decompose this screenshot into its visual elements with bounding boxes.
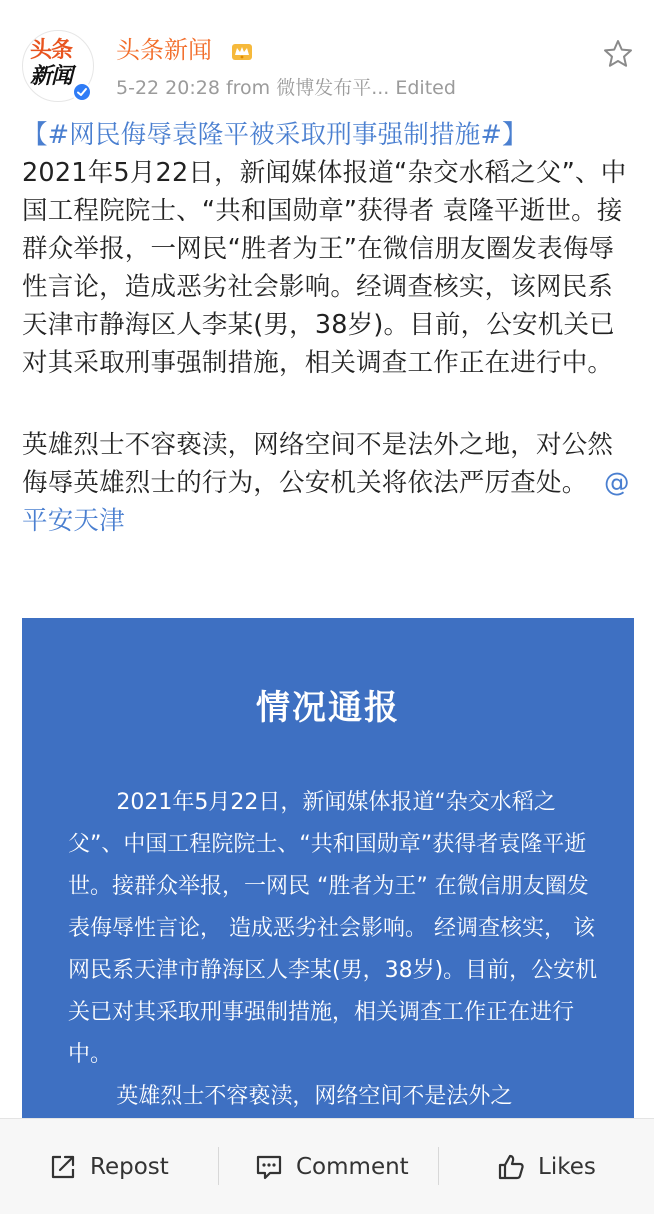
action-bar [0,1118,654,1214]
vip-crown-icon [230,40,254,62]
comment-label: Comment [296,1154,409,1180]
avatar-text-line2: 新闻 [30,64,73,89]
paragraph-gap [22,382,634,426]
repost-label: Repost [90,1154,169,1180]
repost-icon [48,1152,78,1182]
image-body [68,782,598,1118]
post-body [22,116,634,540]
comment-button[interactable] [254,1119,409,1214]
thumbs-up-icon [496,1152,526,1182]
comment-icon [254,1152,284,1182]
hashtag-link[interactable]: 【#网民侮辱袁隆平被采取刑事强制措施#】 [22,120,528,150]
image-title: 情况通报 [256,688,400,728]
likes-label: Likes [538,1154,596,1180]
post-meta: 5-22 20:28 from 微博发布平... Edited [116,77,456,99]
post-paragraph-2-text: 英雄烈士不容亵渎，网络空间不是法外之地，对公然侮辱英雄烈士的行为，公安机关将依法严厉查处。 [22,430,614,498]
star-icon[interactable] [602,38,634,70]
repost-button[interactable] [48,1119,169,1214]
image-paragraph-2: 英雄烈士不容亵渎，网络空间不是法外之 [116,1084,513,1109]
like-button[interactable] [496,1119,596,1214]
divider [438,1147,439,1185]
post-paragraph-2 [22,426,634,540]
divider [218,1147,219,1185]
image-paragraph-1: 2021年5月22日，新闻媒体报道“杂交水稻之父”、中国工程院院士、“共和国勋章”获得者袁隆平逝世。接群众举报，一网民 “胜者为王” 在微信朋友圈发表侮辱性言论， 造成恶劣社会影响。 经调查核实， 该网民系天津市静海区人李某(男，38岁)。目前，公安机关已对其采取刑事强制措施，相关调查工作正在进行中。 [68,790,598,1067]
mention-link[interactable]: @平安天津 [22,468,630,536]
post-header [0,0,654,112]
author-name[interactable]: 头条新闻 [116,36,212,64]
verified-badge-icon [72,82,92,102]
avatar-text-line1: 头条 [30,38,73,63]
post-paragraph-1: 2021年5月22日，新闻媒体报道“杂交水稻之父”、中国工程院院士、“共和国勋章”获得者 袁隆平逝世。接群众举报，一网民“胜者为王”在微信朋友圈发表侮辱性言论，造成恶劣社会影响。经调查核实，该网民系天津市静海区人李某(男，38岁)。目前，公安机关已对其采取刑事强制措施，相关调查工作正在进行中。 [22,158,627,378]
post-image[interactable] [22,618,634,1138]
